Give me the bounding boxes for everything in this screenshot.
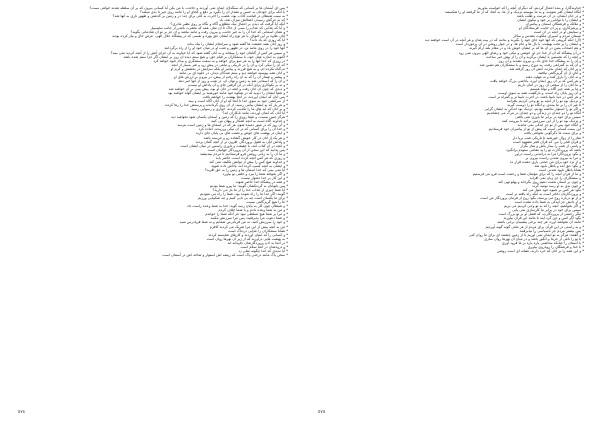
- text-line: * و آنگاه خود پس از تو جز اندکی نمی ماندند: [517, 123, 584, 128]
- text-line: * و آن را به پیشگاه خدا جای داد، و بیرون نشدند و آن روز: [498, 58, 584, 63]
- right-page-text: [312, 6, 584, 253]
- text-line: * پس آنان که ایمان آوردند، در آنجا بهشت را خواهند یافت: [202, 95, 288, 100]
- text-line: * و خداوند هیچ کس را بیش از توانش تکلیف نمی کند: [209, 159, 288, 164]
- text-line: * و شیطان چون کار به پایان رسد گوید: خدا به شما وعده راست داد: [187, 204, 288, 209]
- text-line: * آنان علاوه بر این اموال، با هر نوع راه ایشان حق بهره و نفسی که در پیشگاه جلال الهی، عرض حال و نیاز کرده بودند: [112, 34, 288, 39]
- text-line: * بگو: هر کس بر شیوه خود عمل می کند: [522, 188, 584, 193]
- text-line: * و مرا بر شما هیچ تسلطی نبود جز آنکه شما را خواندم: [205, 212, 288, 217]
- text-line: * و نزدیک بود تو را از این سرزمین برانند تا بیرونت کنند: [501, 119, 584, 124]
- text-line: * و بر آنان که آیه های ما را تکذیب کردند، خواری و رسوایی رسید: [191, 107, 288, 112]
- text-line: * به سبب شیطان در قیامت کاذب بود، غضب را آخرت به کلی برای چه؛ در و زمین بر گذشتن و طهور ناری به آنها شد؟: [112, 14, 288, 19]
- text-line: * و بگو: پروردگارا مرا به درآمدنی راست درآور: [514, 151, 584, 156]
- text-line: * در روزی که خدا آنها را به هر سو برای خواهد و به سمت ستمگری و بیداد نابود خواهد کرد: [153, 58, 288, 63]
- text-line: * و آن روز که در صور دمیده شود، هر که در آسمان ها و زمین است بترسد: [177, 123, 288, 128]
- text-line: * و ما آن را به زبانی روشن فرو فرستادیم تا مردم بیندیشند: [200, 151, 288, 156]
- text-line: * از سرکشی خود به سوی خدا تا آنجا که او از آنان آگاه است و بیند: [188, 99, 288, 104]
- text-line: * و ایشان را بر تخت بهشت، با بال ها و جام ها، و در جوار روشن در آن برخوردار است: [455, 42, 584, 47]
- text-line: * و من به شما وعده دادم و با شما خلاف کردم: [218, 208, 288, 213]
- text-line: * آیا نمی بینی که خدا آسمان ها و زمین را به حق آفرید؟: [204, 167, 288, 172]
- text-line: * و همان آسمانی که خدا آن را به خیر جانب، و بیرون رفت و مانند نباشد و آن جز بر تو آن شادمانی بگوید؟: [130, 30, 288, 35]
- text-line: * و این همه را بر آنان که خرد دارند، نشانه ای است روشن: [496, 248, 584, 253]
- text-line: * گویند: اگر خدا ما را راه نموده بود، شما را راه می نمودیم: [200, 192, 288, 197]
- text-line: * و از دانش جز اندکی به شما داده نشده است: [514, 200, 584, 205]
- text-line: * و پاسی از شب را بیدار باش و نماز بگزار: [520, 143, 584, 148]
- text-line: * مستان مردم و اسیران ملکوت مقدس و سالار: [512, 34, 584, 39]
- text-line: * که به جرگش رسیدن اعمالش میزان شد، باد: [219, 18, 288, 23]
- text-line: * و درودشان در آنجا سلام است: [240, 244, 288, 249]
- text-line: * و گفتند: هرگز به تو ایمان نمی آوریم تا از زمین چشمه ای برای ما روان کنی: [468, 232, 584, 237]
- text-line: * یا آنکه برای خودتان به حسن و مقدار آن را بگیرد بر دفع و کجای او را مانند روی خیر تا بدی میکند؟: [139, 10, 288, 15]
- text-line: * و هم اصحاب یمین در آن ها که بر ایشان خوش باد و در مقام بلند آرام گیرند: [469, 46, 584, 51]
- text-line: * و بر آنان که ایمان ندارند، آتش آن روز گرفته شد: [509, 66, 584, 71]
- text-line: * و آنچه را که نخستین با ایشان برگزید و آن را از پیش خیر ساخت: [486, 54, 584, 59]
- text-line: * نماز را از زوال خورشید تا تاریکی شب برپا دار: [512, 135, 584, 140]
- text-line: * پس بدانید که این سخن از آن پروردگار جهانیان است: [207, 147, 288, 152]
- text-line: * یا تو را باغی از خرما و انگور باشد و در میان آن نهرها روان سازی: [484, 236, 584, 241]
- text-line: * آیا شما چیزی از عذاب خدا را از ما باز می دارید؟: [212, 188, 288, 193]
- text-line: * خداوندگارا، و بنده اعمال کردیم، که دیگران آنچه را که خواست بیاوریم: [477, 6, 584, 10]
- right-page: [300, 0, 600, 424]
- text-line: * و ملائک و فرشتگان آسمان و پیامبران: [525, 22, 584, 27]
- text-line: * و ستایش او در آنچه در آن است: [533, 30, 584, 35]
- text-line: * و بگو: حق آمد و باطل نابود شد: [534, 163, 584, 168]
- text-line: * و پرهیزکاری، و بر آن جانب، فرستادگان او: [518, 26, 584, 31]
- text-line: * و آنچه در آن کتاب آمد، با حقیقت و داوری راستین در میان ایشان است: [180, 143, 288, 148]
- text-line: * و چون بدی به او رسد نومید گردد: [531, 184, 584, 189]
- text-line: * برای ما یکسان است چه بی تابی کنیم و چه شکیبایی ورزیم: [197, 196, 288, 201]
- text-line: * و بیشتر و شمار آن را که به آن راه رفت از پیش، در بیرون بر ارزش های او: [173, 74, 288, 79]
- text-line: * سخن پاک مانند درختی پاک است که ریشه اش استوار و شاخه اش در آسمان است: [162, 252, 288, 257]
- text-line: * و ما آنان را از سختی آن روز در امان داریم: [517, 82, 584, 87]
- text-line: * و این کار بر خدا دشوار نیست: [241, 175, 288, 180]
- text-line: * و هر کس که بر آن روز ایمان آورد، پاداشی بزرگ خواهد یافت: [490, 78, 584, 83]
- text-line: * و پروردگارتان داناتر است به آنکه راه یافته تر است: [505, 192, 584, 197]
- text-line: * سپس برای خود در برابر ما کارسازی نمی یابی: [512, 208, 584, 213]
- text-line: * تا غیر آن را بر ما ببندی، و آنگاه تو را دوست گیرند: [507, 103, 584, 108]
- text-line: * و کسانی را که ایمان آوردند و کارهای شایسته کردند: [208, 232, 288, 237]
- text-line: * آیا آنان که ایمان آوردند، مانند نابکاران اند؟: [222, 111, 288, 116]
- text-line: * در آنجا به اذن پروردگارشان جاودانه اند: [227, 240, 288, 245]
- text-line: * آنکه آیا گرفت که دیدن بر اعمال نیک مطلع و آگاه و نگاه بر روی نظیر مادری؟: [170, 22, 288, 27]
- text-line: * و سپس هر کس از گناهان خود را بپیچاند و به آنان گفته شود که آیا خداوند به آن جزای آتش را از آنچه کردید نمی بیند؟: [110, 50, 288, 55]
- text-line: * آیا که روزی که یاد داند؟: [249, 38, 288, 43]
- text-line: * و ایشان را با توانایی بر خود و نیکوی ایشان: [517, 18, 584, 23]
- text-line: * همانا باطل نابود شدنی است: [538, 167, 584, 172]
- text-line: * و شما ایشان را دیدید که در شکوه خود مانند خورشید بر ایشان گواه خواهند بود: [168, 90, 288, 95]
- text-line: * و ستمکاران را جز زیان نمی افزاید: [529, 175, 584, 180]
- text-line: * و پاداش آنان به فضل پروردگار، افزون تر از آنچه گمان بردند: [195, 139, 288, 144]
- text-line: * و به راستی در این قرآن برای مردم از هر مثلی گونه گونه آوردیم: [485, 224, 584, 229]
- text-line: * و خداوند آگاه است به آنچه آشکار و پنهان می کنید: [211, 119, 288, 124]
- text-line: * و آنان همه پیوسته خواهند دید و ستم شدگان دیدار، در جلوه ای بی مانند: [179, 70, 288, 75]
- text-line: * مانند آن نخواهند آورد، هر چند برخی پشتیبان برخی باشند: [497, 220, 584, 225]
- text-line: * پس بیشتر مردم جز ناسپاسی را نپذیرفتند: [519, 228, 584, 233]
- text-line: * و آن را که آسمانی شد به زمین و نهان آن، در شب و روز از آنها خبر دهد: [178, 78, 288, 83]
- right-page-number: ٥٧٥: [318, 410, 326, 415]
- text-line: * ما را هیچ گریزگاهی نیست: [246, 200, 288, 205]
- text-line: * مگر رحمتی از پروردگارت، که فضل او بر تو بزرگ است: [498, 212, 584, 217]
- text-line: * که آن را نیکی کرد و آن را در تاریکی و تباهی در پیش رو، و شر بسیار از آنچه: [171, 62, 288, 67]
- text-line: * و خدا آن را برای کسانی که در آن نیکی ورزیدند، آماده کرد: [198, 127, 288, 132]
- text-line: * این سنت کسانی است که پیش از تو از پیامبران خود فرستادیم: [488, 127, 584, 132]
- text-line: * و هر یک از آنان در کار خویش گشاده رو و خرسند باشد: [203, 135, 288, 140]
- text-line: * و نه آنان را یاری کنند و نه مهلت دهند: [525, 74, 584, 79]
- text-line: * بگو: اگر انس و جن گرد آیند تا مانند این قرآن بیاورند: [503, 216, 584, 221]
- text-line: * و ما بر همه چیز آگاه و توانا هستیم: [529, 86, 584, 91]
- text-line: * آیا ندیدی که خدا چگونه مثلی زد: [238, 248, 288, 253]
- text-line: * و اینان در بهشت های خوش و نعمت های بی پایان جای دارند: [195, 131, 288, 136]
- text-line: * و اگر تو را استوار نداشته بودیم، نزدیک بود اندکی به ایشان گرایی: [484, 107, 584, 112]
- text-line: * و همه در پیشگاه خدا حاضر شوند: [235, 180, 288, 185]
- text-line: * و از تو درباره روح می پرسند، بگو: روح از فرمان پروردگار من است: [480, 196, 584, 201]
- text-line: * و اگر بخواهد شما را ببرد و خلقی نو بیاورد: [222, 171, 288, 176]
- text-line: * و هر کس در دنیا نابینا باشد، در آخرت نابینا تر و گمراه تر است: [488, 95, 584, 100]
- text-line: * آنها خود را در روی مانند تن، در ظهور و شب او در میان خود او را از راه برگردانند: [164, 46, 288, 51]
- text-line: * و آن که به گمراهی رفت، به دوزخ رسید و با ستمکاران هم نشین شد: [479, 62, 584, 67]
- text-line: * و دیدی که چون آن جان رفت و آنچه در جان او بود، پیش بینی بر آن خواهند شد: [168, 86, 288, 91]
- text-line: * سپس برای خود در برابر ما یاوری نمی یافتی: [515, 115, 584, 120]
- text-line: * و روز آنان همه حقیقت ها گفته شود و سرانجام ایشان را نیک بداند: [187, 42, 288, 47]
- text-line: * و از نزد خود برای من حجتی یاری دهنده قرار ده: [509, 159, 584, 164]
- text-line: * آنگاه ایشان کفر نمودند، و به ما بیوسته نزدیک و از ما، به آنجا، که از ما گرفتند او را شکستند: [445, 10, 584, 15]
- text-line: * من به آنچه پیش از این مرا شریک می کردید کافرم: [209, 224, 288, 229]
- text-line: * (آل) آنکه گروهی که آنها خود جای خود را بگیرند و بدانند که در بیت شان و هر آنچه در آن است خواهند دید: [424, 38, 584, 43]
- text-line: * هرگز چنین نیست، و شما روزی را که زمین و آسمان یکسان شود نخواهید دید: [171, 115, 288, 120]
- text-line: * اکنون به اندازه عمل خود، با ستمکاران بر قیام حق، و هیچ ستم دیده آن روز بر ایشان اگر جزا ستم شده باشد: [123, 54, 288, 59]
- text-line: * و خود را سرزنش کنید، نه من فریادرس شمایم و نه شما فریادرس منید: [179, 220, 288, 225]
- text-line: * و نه بر نکوکاری برای آنکه در آن گرفتن جای و آن پاداش او نیست: [188, 82, 288, 87]
- text-line: * یا آسمان را چنانکه پنداشتی پاره پاره بر ما فرود آوری: [501, 240, 584, 245]
- left-page-text: [16, 6, 288, 257]
- text-line: * آنگاه تو را دو چندان در زندگی و دو چندان در مرگ می چشاندیم: [486, 111, 584, 116]
- text-line: * و آنان از آن گریزگاهی نیافتند: [538, 70, 584, 75]
- text-line: * و اگر بخواهیم، آنچه را که به تو وحی کردیم می بریم: [504, 204, 584, 209]
- text-line: * نه گناه نکرده ام، و به هیچ فرزند و پیامبر او بلکه سزایش در بخشش و کرم او: [170, 66, 288, 71]
- text-line: * و ایشان به آنچه کسب کرده اند، پاداش داده شوند: [211, 163, 288, 168]
- text-line: * یا خدا و فرشتگان را رویاروی بیاوری: [527, 244, 584, 249]
- text-line: * و در جان ایشان، در آن مرتبت و طلب باشد: [516, 14, 584, 19]
- text-line: * و شما دعوت مرا پذیرفتید، پس مرا سرزنش مکنید: [210, 216, 288, 221]
- text-line: * و روزی که هر کس آنچه کرده است، حاضر یابد: [215, 155, 288, 160]
- text-line: * و قرآن فجر را نیز، که قرآن فجر مشهود است: [512, 139, 584, 144]
- text-line: * و چون بر انسان نعمت دهیم روی بگرداند و پهلو تهی کند: [498, 180, 584, 185]
- text-line: * باشد که پروردگارت تو را به مقامی ستوده برانگیزد: [505, 147, 584, 152]
- text-line: * و هر بار که به ایشان پیامی رسید، از آن روی گرداندند و پرستش خدا را رها کردند: [164, 103, 288, 108]
- text-line: * و آیا که عذابی که عذاب را بسی از خاک تا آن نماز، همه که مغفرت باشی از جانب سلسبیل: [150, 26, 288, 31]
- text-line: * و آن روز پایان راه است، و بازگشت همه به سوی اوست: [497, 90, 584, 95]
- text-line: * پس ناتوانان به گردنکشان گویند: ما پیرو شما بودیم: [209, 184, 288, 189]
- text-line: * پس ای آسمان ها بر کسانی که سنگدلان ایمان نمی آوردند و حاجت، با من بکن آیا کسانی بیرون که بر آن سلطه شدند خواهی بست؟: [89, 6, 288, 10]
- left-page-number: ٥٧٤: [18, 410, 26, 415]
- text-line: * به بهشت هایی درآورند که از زیر آن نهرها روان است: [206, 236, 288, 241]
- text-line: * و مرا به بیرون شدنی راست بیرون بر: [525, 155, 584, 160]
- text-line: * همانا ستمکاران را عذابی دردناک است: [228, 228, 288, 233]
- text-line: * و ما از قرآن آنچه را که برای مؤمنان شفا و رحمت است فرو می فرستیم: [472, 171, 584, 176]
- text-line: * و برای سنت ما دگرگونی نخواهی یافت: [523, 131, 584, 136]
- text-line: * در آن پیشگاه که آن از خدا جز او، خوشی و نیکی خود و رضای الهی بیرون نمی رود: [458, 50, 584, 55]
- text-line: * و نزدیک بود تو را از آنچه به تو وحی کردیم بلغزانند: [506, 99, 584, 104]
